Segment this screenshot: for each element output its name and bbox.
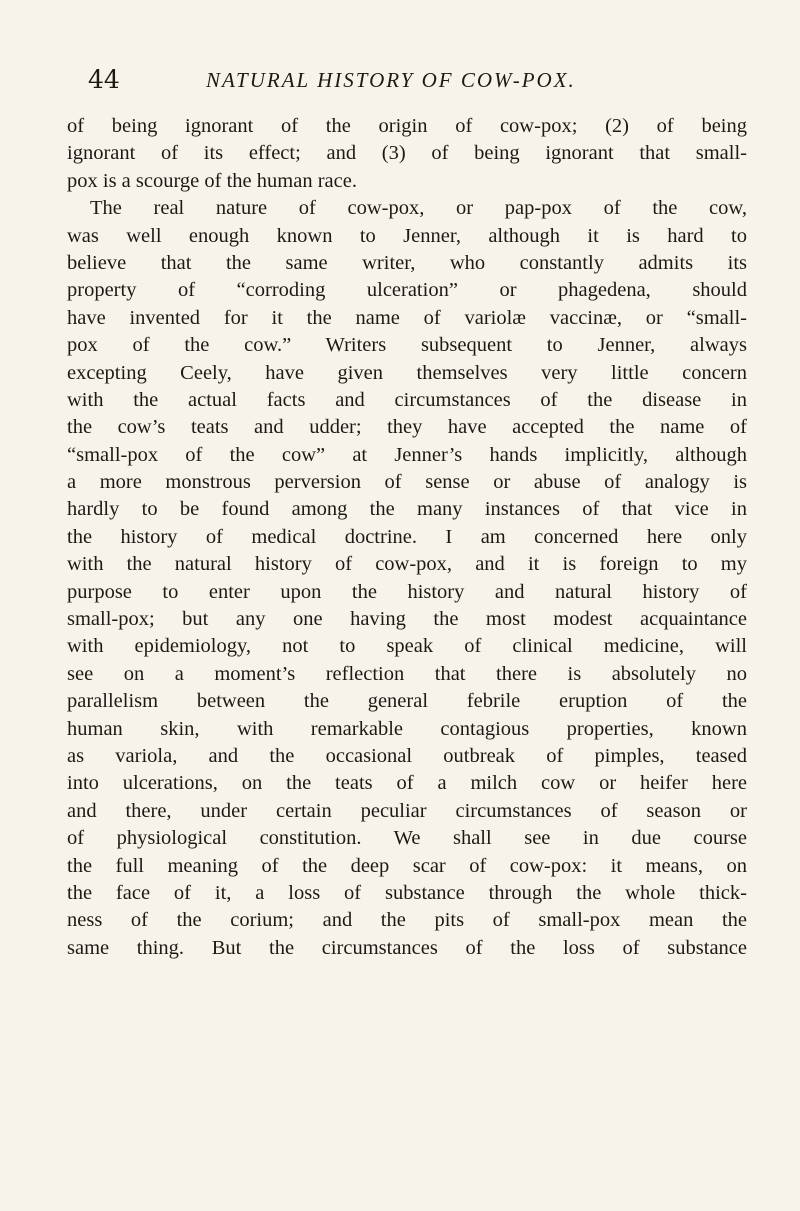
text-line: was well enough known to Jenner, although it is hard to — [67, 224, 747, 247]
text-line: small-pox; but any one having the most modest acquaintance — [67, 608, 747, 631]
text-line: “small-pox of the cow” at Jenner’s hands implicitly, although — [67, 443, 747, 466]
text-line: believe that the same writer, who constantly admits its — [67, 251, 747, 274]
running-head — [88, 66, 728, 96]
text-line: a more monstrous perversion of sense or abuse of analogy is — [67, 471, 747, 494]
text-line: with the natural history of cow-pox, and it is foreign to my — [67, 553, 747, 576]
text-line: the cow’s teats and udder; they have accepted the name of — [67, 416, 747, 439]
text-line: as variola, and the occasional outbreak of pimples, teased — [67, 744, 747, 767]
text-line: see on a moment’s reflection that there is absolutely no — [67, 662, 747, 685]
text-line: the full meaning of the deep scar of cow-pox: it means, on — [67, 854, 747, 877]
text-line: property of “corroding ulceration” or phagedena, should — [67, 279, 747, 302]
text-line: parallelism between the general febrile eruption of the — [67, 690, 747, 713]
text-line: the history of medical doctrine. I am concerned here only — [67, 525, 747, 548]
text-line: and there, under certain peculiar circumstances of season or — [67, 799, 747, 822]
text-line: purpose to enter upon the history and natural history of — [67, 580, 747, 603]
text-line: hardly to be found among the many instances of that vice in — [67, 498, 747, 521]
text-line: the face of it, a loss of substance through the whole thick- — [67, 881, 747, 904]
text-line: ness of the corium; and the pits of small-pox mean the — [67, 909, 747, 932]
text-line: pox of the cow.” Writers subsequent to Jenner, always — [67, 334, 747, 357]
body-text — [67, 113, 747, 962]
text-line: with the actual facts and circumstances of the disease in — [67, 388, 747, 411]
page-number: 44 — [88, 65, 120, 94]
text-line: of being ignorant of the origin of cow-pox; (2) of being — [67, 115, 747, 137]
running-title: NATURAL HISTORY OF COW-POX. — [206, 68, 576, 92]
text-line: same thing. But the circumstances of the loss of substance — [67, 936, 747, 959]
text-line: into ulcerations, on the teats of a milch cow or heifer here — [67, 772, 747, 795]
text-line: human skin, with remarkable contagious properties, known — [67, 717, 747, 740]
text-line: with epidemiology, not to speak of clinical medicine, will — [67, 635, 747, 658]
text-line: The real nature of cow-pox, or pap-pox of the cow, — [90, 197, 747, 220]
text-line: of physiological constitution. We shall see in due course — [67, 827, 747, 850]
text-line: ignorant of its effect; and (3) of being ignorant that small- — [67, 142, 747, 165]
text-line: pox is a scourge of the human race. — [67, 169, 357, 192]
text-line: have invented for it the name of variolæ vaccinæ, or “small- — [67, 306, 747, 329]
text-line: excepting Ceely, have given themselves very little concern — [67, 361, 747, 384]
